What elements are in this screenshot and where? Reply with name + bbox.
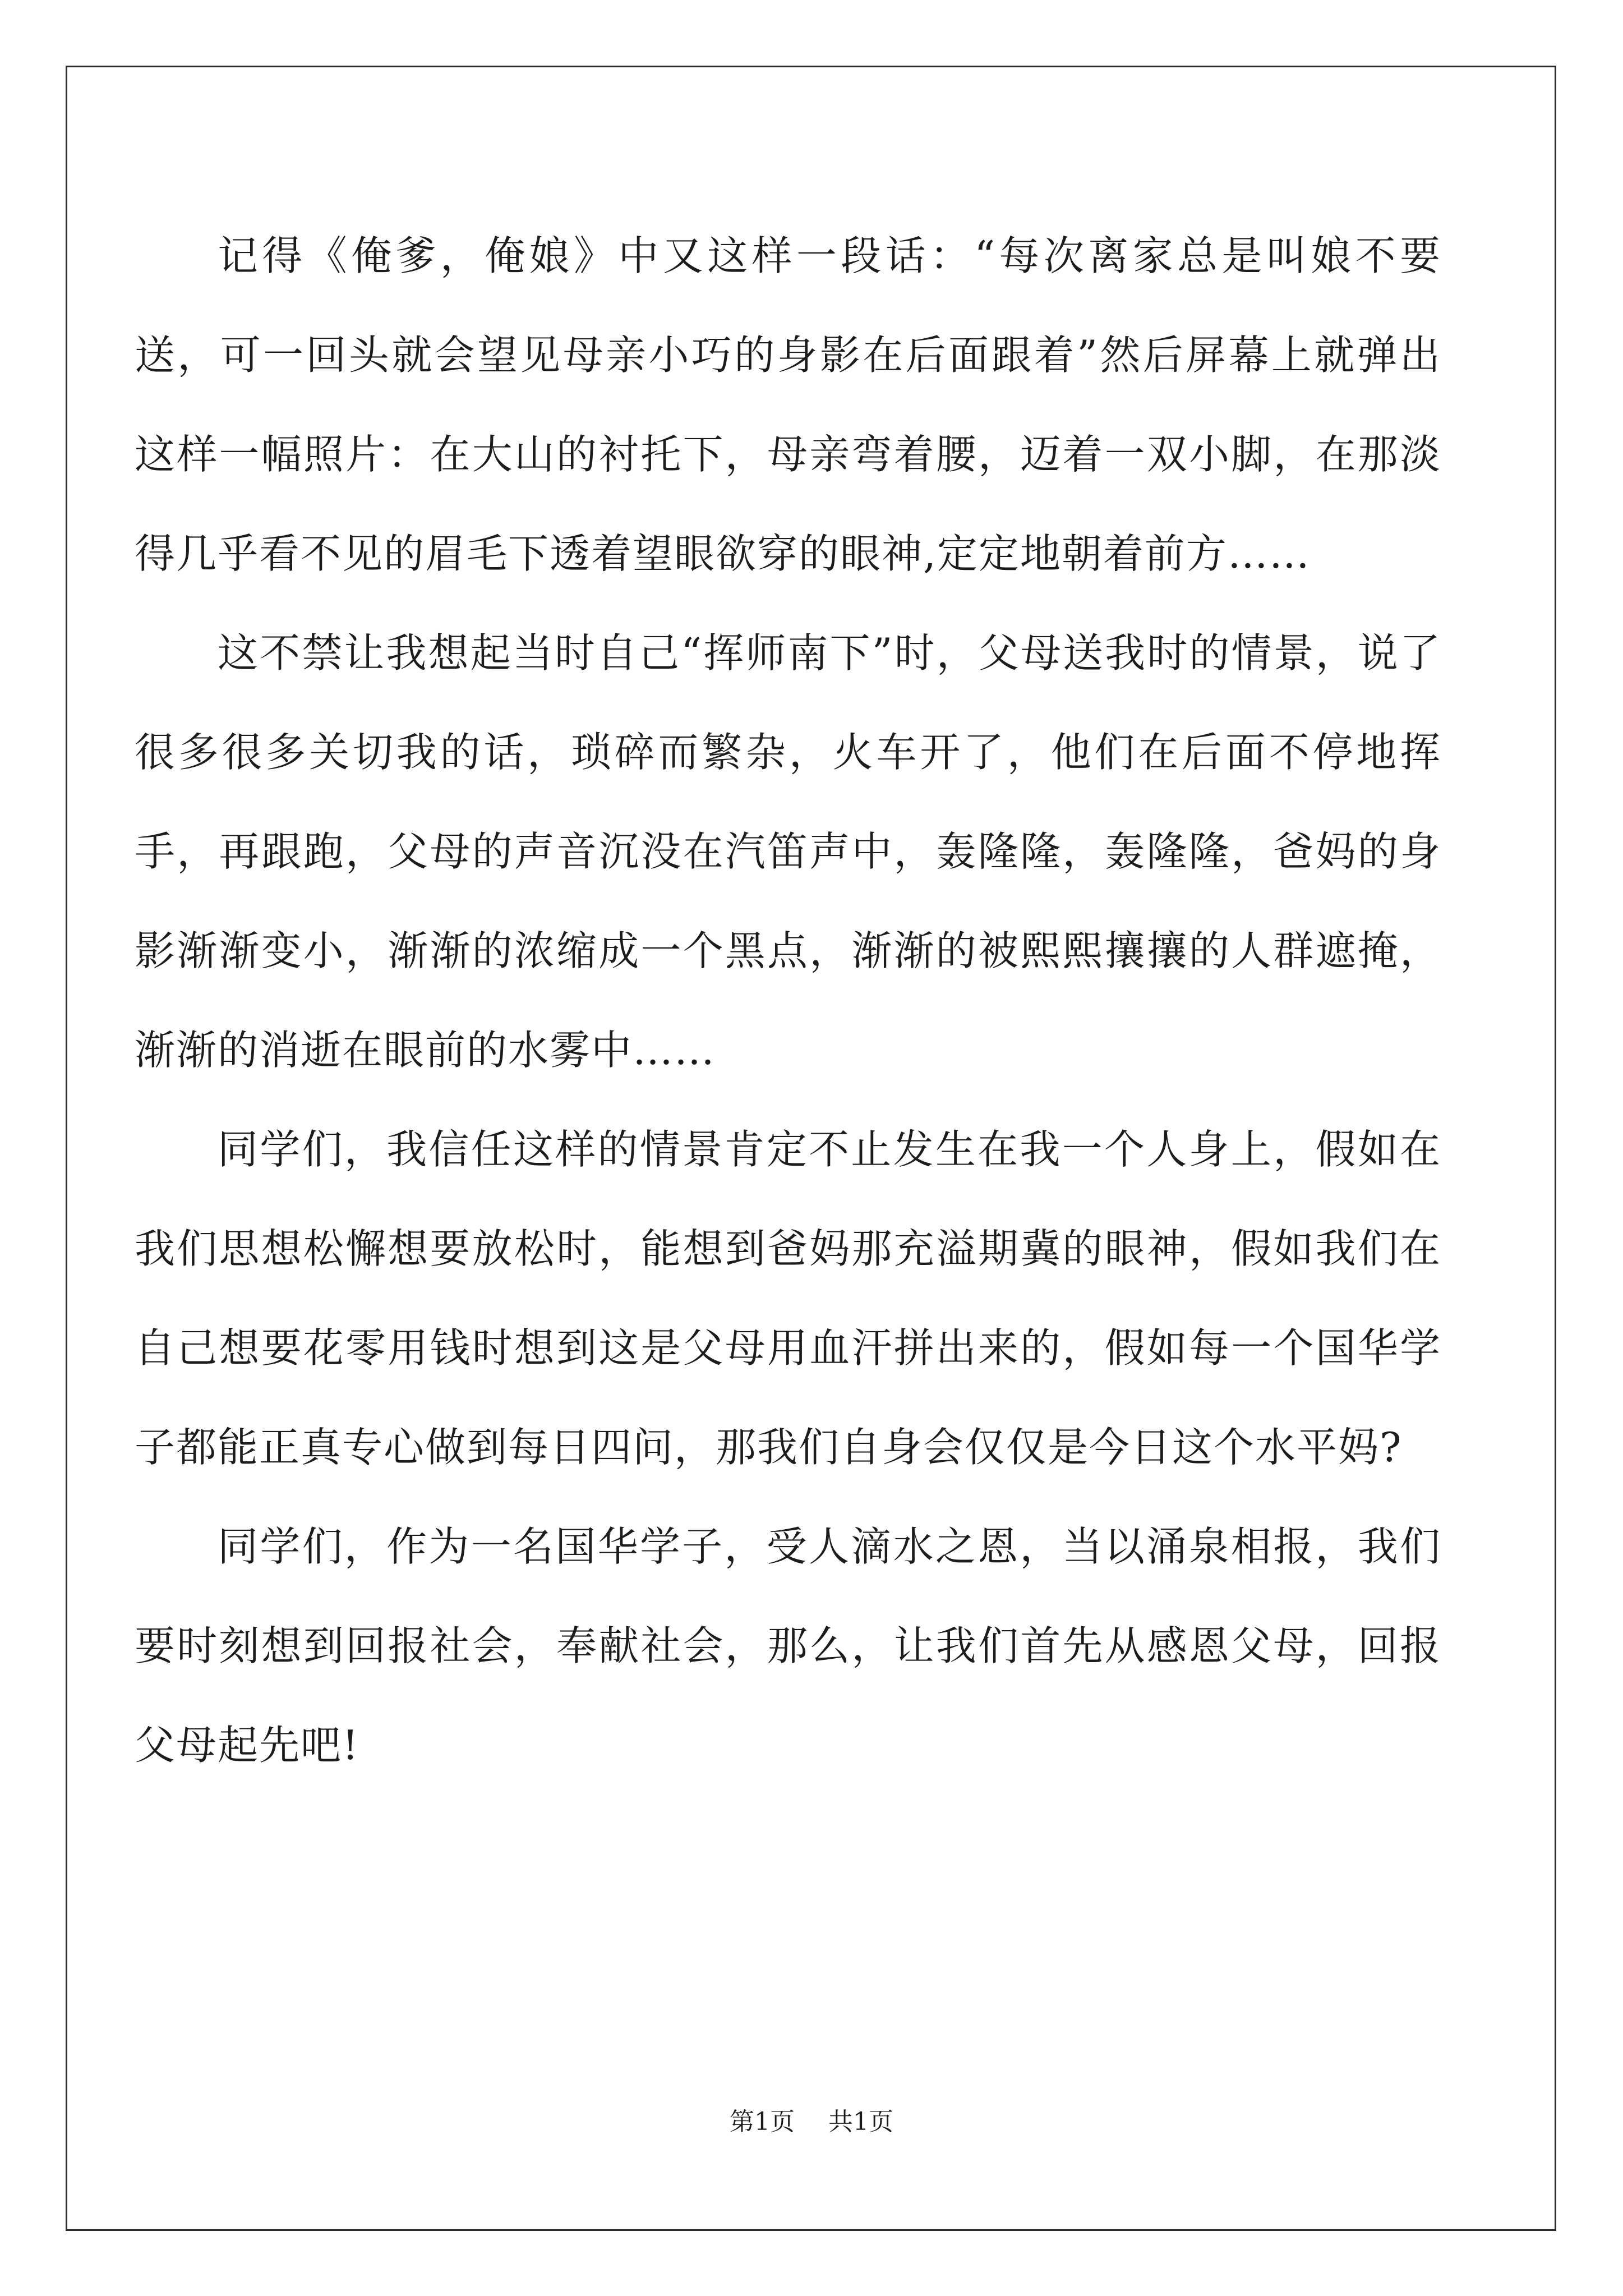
page-footer bbox=[0, 2105, 1623, 2139]
page-number-current: 第1页 bbox=[730, 2108, 795, 2136]
paragraph: 这不禁让我想起当时自己“挥师南下”时，父母送我时的情景，说了很多很多关切我的话，琐碎而繁杂，火车开了，他们在后面不停地挥手，再跟跑，父母的声音沉没在汽笛声中，轰隆隆，轰隆隆，爸妈的身影渐渐变小，渐渐的浓缩成一个黑点，渐渐的被熙熙攘攘的人群遮掩，渐渐的消逝在眼前的水雾中…… bbox=[135, 629, 1441, 1074]
paragraph: 记得《俺爹，俺娘》中又这样一段话：“每次离家总是叫娘不要送，可一回头就会望见母亲小巧的身影在后面跟着”然后屏幕上就弹出这样一幅照片：在大山的衬托下，母亲弯着腰，迈着一双小脚，在那淡得几乎看不见的眉毛下透着望眼欲穿的眼神,定定地朝着前方…… bbox=[135, 232, 1441, 577]
paragraph: 同学们，作为一名国华学子，受人滴水之恩，当以涌泉相报，我们要时刻想到回报社会，奉献社会，那么，让我们首先从感恩父母，回报父母起先吧! bbox=[135, 1523, 1441, 1769]
page-number-total: 共1页 bbox=[828, 2108, 893, 2136]
document-body bbox=[135, 206, 1441, 1795]
paragraph: 同学们，我信任这样的情景肯定不止发生在我一个人身上，假如在我们思想松懈想要放松时，能想到爸妈那充溢期冀的眼神，假如我们在自己想要花零用钱时想到这是父母用血汗拼出来的，假如每一个国华学子都能正真专心做到每日四问，那我们自身会仅仅是今日这个水平妈? bbox=[135, 1126, 1441, 1471]
